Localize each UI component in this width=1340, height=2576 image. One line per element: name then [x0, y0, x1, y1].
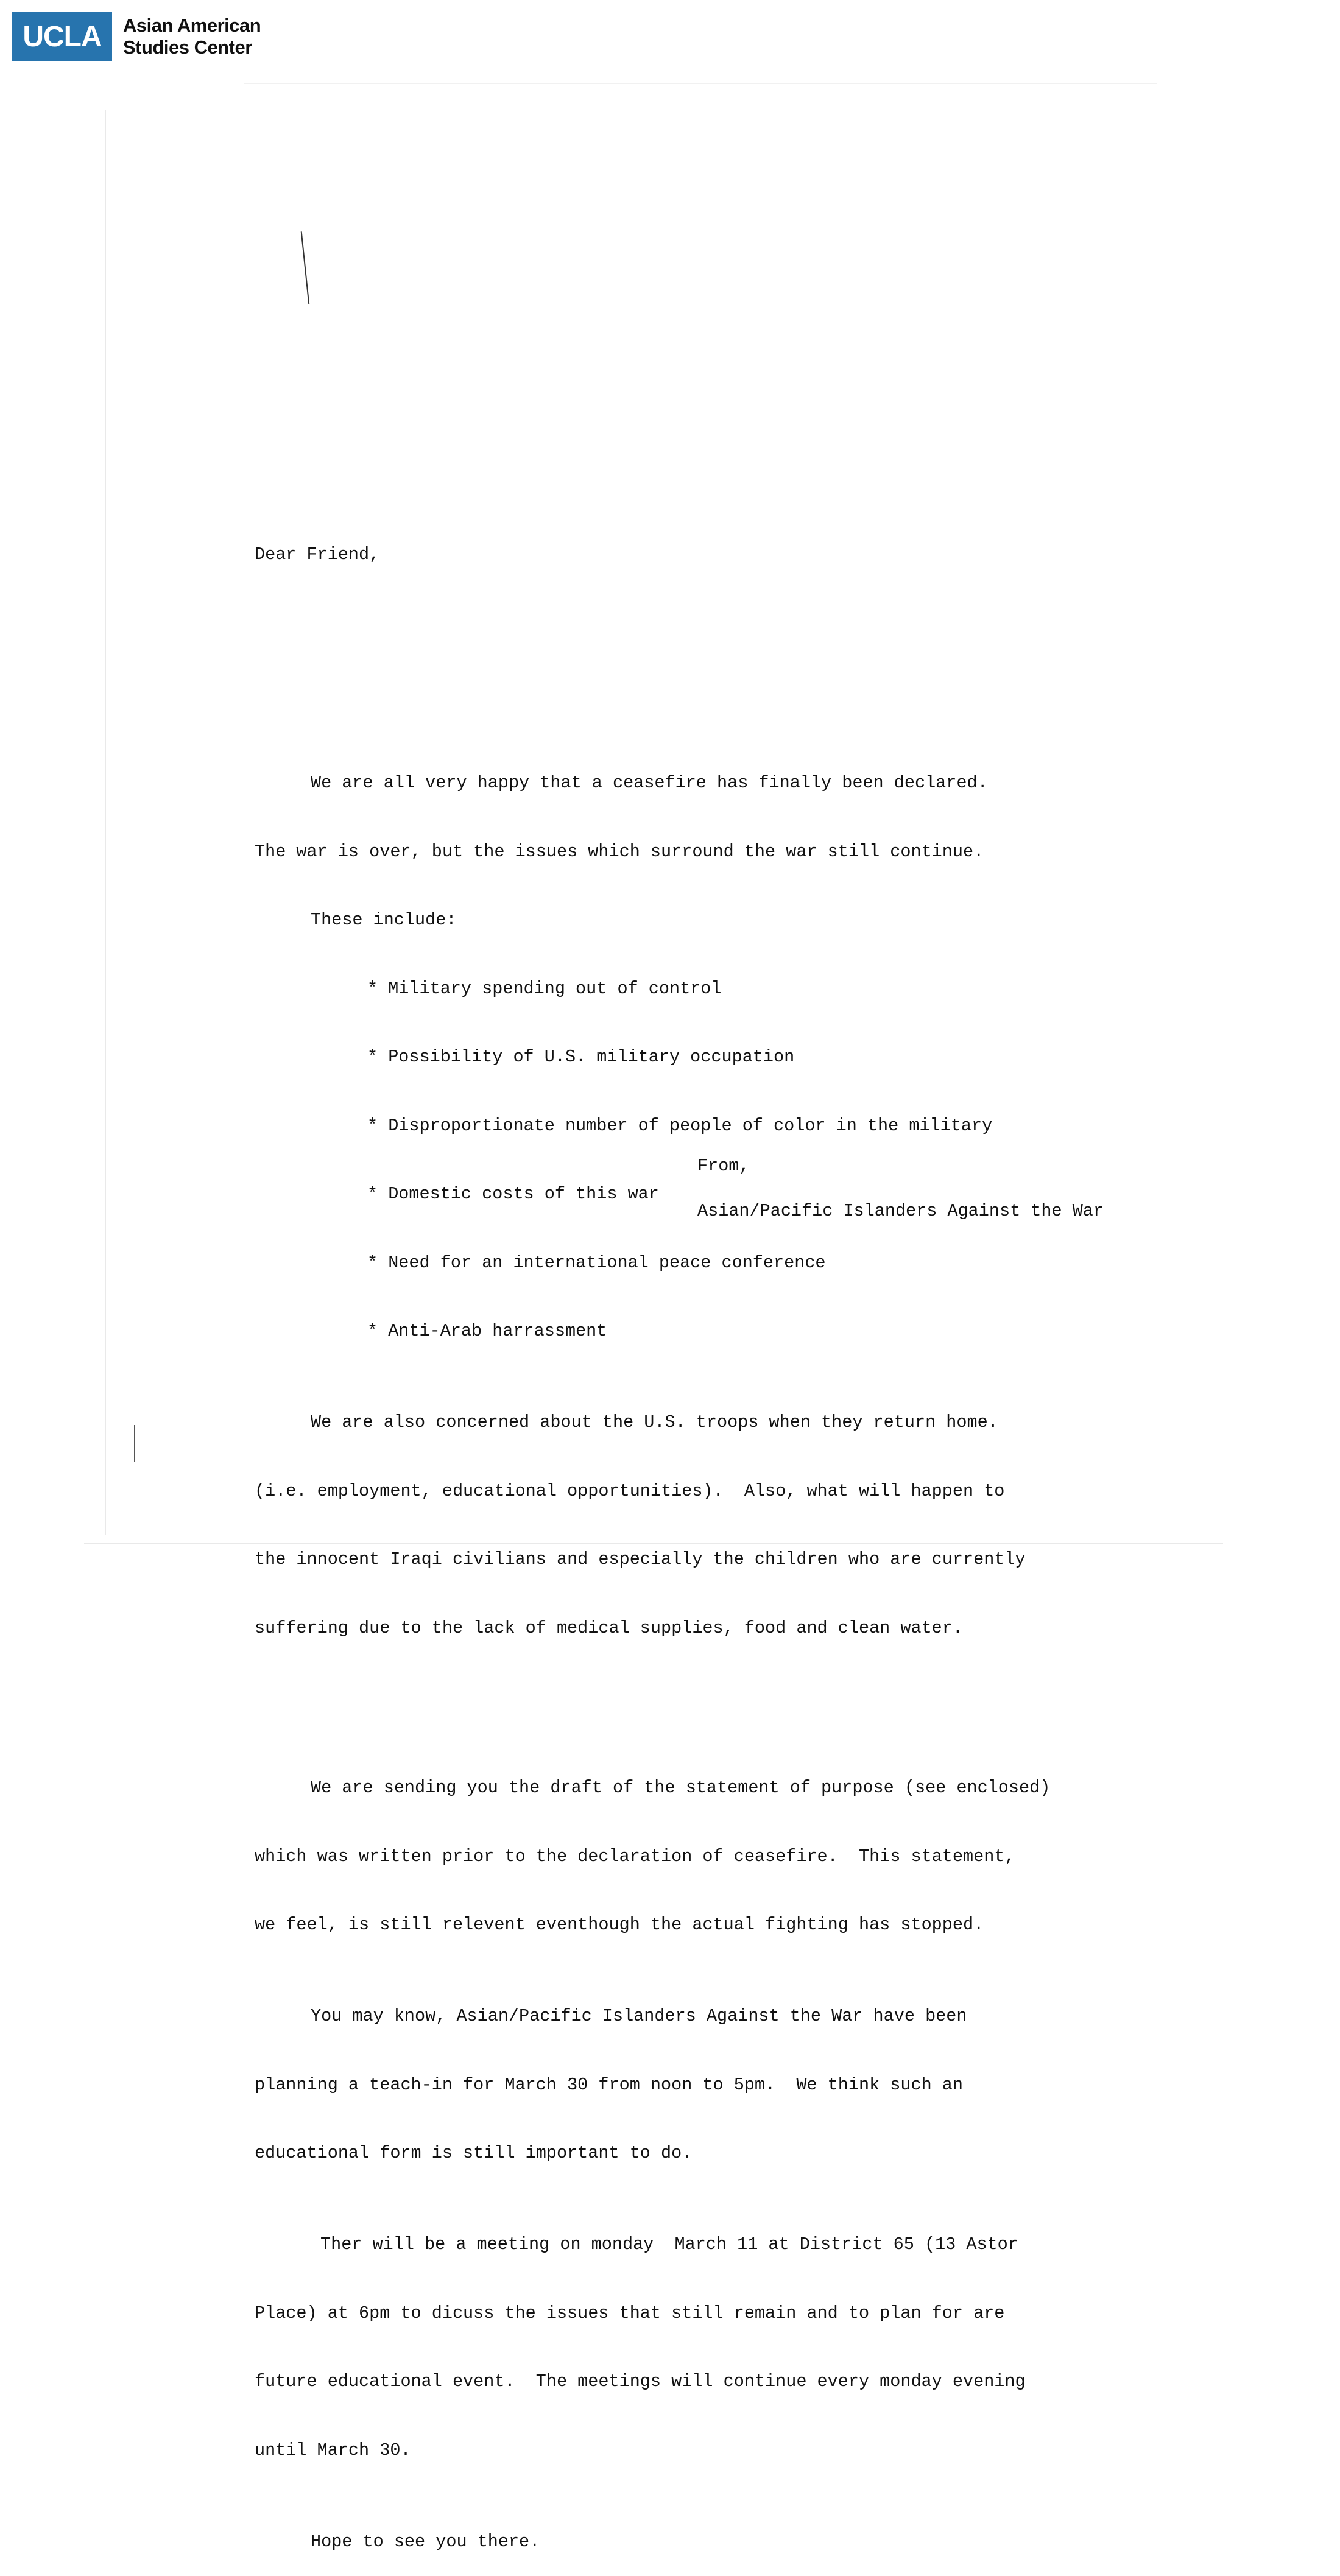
paragraph-2-line: We are also concerned about the U.S. troops when they return home.	[311, 1412, 998, 1432]
spacer	[255, 680, 1205, 703]
paragraph-3-line: we feel, is still relevent eventhough the actual fighting has stopped.	[255, 1915, 984, 1935]
spacer	[255, 612, 1205, 635]
paragraph-5-line: Ther will be a meeting on monday March 11 at District 65 (13 Astor	[320, 2234, 1018, 2254]
issue-list-item: * Possibility of U.S. military occupation	[367, 1047, 795, 1067]
paragraph-1-line: The war is over, but the issues which surround the war still continue.	[255, 841, 984, 862]
scan-mark-bottom	[134, 1425, 135, 1462]
closing-line: Hope to see you there.	[311, 2531, 540, 2552]
paragraph-1-line: We are all very happy that a ceasefire has finally been declared.	[311, 773, 988, 793]
issue-list-item: * Anti-Arab harrassment	[367, 1321, 607, 1341]
paragraph-2-line: the innocent Iraqi civilians and especially the children who are currently	[255, 1549, 1026, 1569]
paragraph-3-line: which was written prior to the declaration of ceasefire. This statement,	[255, 1846, 1015, 1867]
issues-intro: These include:	[311, 910, 457, 930]
scan-edge-top	[244, 83, 1157, 84]
spacer	[255, 1685, 1205, 1708]
paragraph-4-line: planning a teach-in for March 30 from noon to 5pm. We think such an	[255, 2074, 963, 2095]
logo-org-name	[123, 15, 261, 58]
issue-list-item: * Military spending out of control	[367, 978, 722, 999]
scan-mark-top	[301, 231, 310, 304]
scan-edge-left	[105, 110, 106, 1535]
paragraph-4-line: educational form is still important to do.	[255, 2143, 693, 2163]
ucla-logo-mark: UCLA	[12, 12, 112, 61]
paragraph-5-line: future educational event. The meetings will continue every monday evening	[255, 2371, 1026, 2391]
paragraph-5-line: until March 30.	[255, 2440, 411, 2460]
paragraph-4-line: You may know, Asian/Pacific Islanders Against the War have been	[311, 2006, 967, 2026]
ucla-aasc-logo	[12, 12, 261, 61]
from-label: From,	[697, 1156, 750, 1176]
signature: Asian/Pacific Islanders Against the War	[697, 1201, 1104, 1221]
paragraph-3-line: We are sending you the draft of the statement of purpose (see enclosed)	[311, 1778, 1051, 1798]
logo-org-line-1: Asian American	[123, 15, 261, 36]
logo-org-line-2: Studies Center	[123, 37, 252, 58]
salutation: Dear Friend,	[255, 544, 380, 565]
letter-body	[255, 498, 1205, 2576]
issue-list-item: * Need for an international peace conference	[367, 1252, 826, 1273]
paragraph-2-line: (i.e. employment, educational opportunities). Also, what will happen to	[255, 1480, 1005, 1501]
paragraph-5-line: Place) at 6pm to dicuss the issues that still remain and to plan for are	[255, 2303, 1005, 2323]
paragraph-2-line: suffering due to the lack of medical supplies, food and clean water.	[255, 1617, 963, 1638]
issue-list-item: * Disproportionate number of people of color in the military	[367, 1115, 993, 1136]
issue-list-item: * Domestic costs of this war	[367, 1184, 659, 1204]
